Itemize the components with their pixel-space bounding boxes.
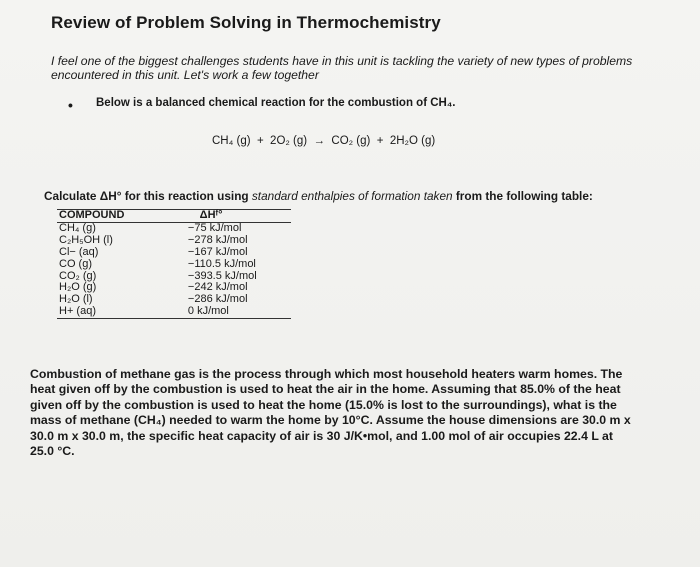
- reaction-equation: CH₄ (g) + 2O₂ (g) → CO₂ (g) + 2H₂O (g): [212, 135, 436, 147]
- compound-cell: CO₂ (g): [59, 269, 97, 282]
- table-row: [57, 259, 291, 271]
- header-enthalpy: ΔHᶠ°: [199, 209, 223, 221]
- compound-cell: H₂O (l): [59, 293, 93, 306]
- table-row: [57, 306, 291, 319]
- enthalpy-table: [57, 209, 291, 319]
- table-row: [57, 235, 291, 247]
- compound-cell: Cl− (aq): [59, 245, 99, 258]
- enthalpy-cell: −286 kJ/mol: [187, 293, 248, 306]
- compound-cell: H+ (aq): [59, 305, 96, 318]
- compound-cell: CO (g): [59, 257, 92, 270]
- enthalpy-cell: −278 kJ/mol: [187, 233, 248, 246]
- enthalpy-cell: −110.5 kJ/mol: [187, 257, 256, 270]
- bullet-marker: •: [68, 97, 73, 113]
- problem-paragraph: Combustion of methane gas is the process through which most household heaters warm homes. The heat given off by the combustion is used to heat the air in the home. Assuming that 85.0% of the heat given off by the combustion is used to heat the home (15.0% is lost to the surroundings), what is the mass of methane (CH₄) needed to warm the home by 10°C. Assume the house dimensions are 30.0 m x 30.0 m x 30.0 m, the specific heat capacity of air is 30 J/K•mol, and 1.00 mol of air occupies 22.4 L at 25.0 °C.: [30, 367, 631, 459]
- enthalpy-cell: 0 kJ/mol: [187, 305, 229, 318]
- calc-bold: Calculate ΔH° for this reaction using: [44, 189, 249, 203]
- page-title: Review of Problem Solving in Thermochemistry: [51, 13, 441, 32]
- enthalpy-cell: −75 kJ/mol: [187, 221, 242, 234]
- calc-italic: standard enthalpies of formation taken: [251, 189, 453, 203]
- table-row: [57, 247, 291, 259]
- compound-cell: C₂H₅OH (l): [59, 233, 113, 246]
- intro-text: I feel one of the biggest challenges students have in this unit is tackling the variety of new types of problems encountered in this unit. Let's work a few together: [51, 54, 633, 82]
- compound-cell: CH₄ (g): [59, 221, 96, 234]
- enthalpy-cell: −167 kJ/mol: [187, 245, 248, 258]
- compound-cell: H₂O (g): [59, 281, 97, 294]
- calculate-instruction: [44, 189, 684, 203]
- enthalpy-cell: −393.5 kJ/mol: [187, 269, 257, 282]
- header-compound: COMPOUND: [59, 209, 125, 221]
- enthalpy-cell: −242 kJ/mol: [187, 281, 248, 294]
- calc-bold-tail: from the following table:: [455, 189, 593, 203]
- table-header: [57, 210, 291, 223]
- bullet-text: Below is a balanced chemical reaction for the combustion of CH₄.: [96, 97, 456, 109]
